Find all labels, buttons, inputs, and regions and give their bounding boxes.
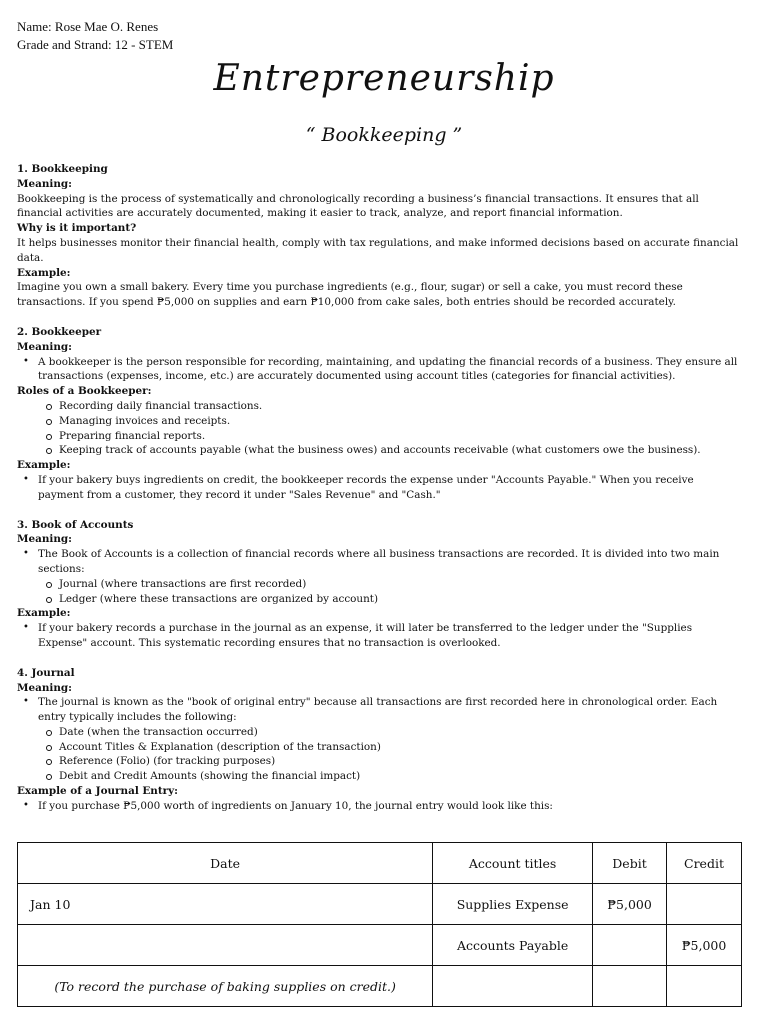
section-book-of-accounts bbox=[17, 518, 741, 651]
meaning-list bbox=[17, 547, 741, 606]
list-item: Debit and Credit Amounts (showing the financial impact) bbox=[38, 769, 741, 784]
meaning-text: Bookkeeping is the process of systematically and chronologically recording a business’s financial transactions. It ensures that all financial activities are accurately documented, making it easier to track, analyze, and report financial information. bbox=[17, 192, 699, 220]
example-list bbox=[17, 473, 741, 503]
list-item: Account Titles & Explanation (description of the transaction) bbox=[38, 740, 741, 755]
example-text: Imagine you own a small bakery. Every time you purchase ingredients (e.g., flour, sugar) or sell a cake, you must record these transactions. If you spend ₱5,000 on supplies and earn ₱10,000 from cake sales, both entries should be recorded accurately. bbox=[17, 281, 683, 309]
sublist bbox=[38, 577, 741, 607]
list-item: • If you purchase ₱5,000 worth of ingredients on January 10, the journal entry would look like this: bbox=[17, 799, 741, 814]
list-item bbox=[17, 547, 741, 606]
roles-label: Roles of a Bookkeeper: bbox=[17, 385, 152, 398]
list-item: • If your bakery buys ingredients on credit, the bookkeeper records the expense under "Accounts Payable." When you receive payment from a customer, they record it under "Sales Revenue" and "Cash." bbox=[17, 473, 741, 503]
meaning-label: Meaning: bbox=[17, 533, 73, 546]
list-item: Journal (where transactions are first recorded) bbox=[38, 577, 741, 592]
cell-account: Accounts Payable bbox=[433, 925, 593, 966]
cell-account: Supplies Expense bbox=[433, 884, 593, 925]
cell-debit bbox=[593, 925, 667, 966]
section-heading: 3. Book of Accounts bbox=[17, 518, 134, 531]
cell-empty bbox=[593, 966, 667, 1007]
section-heading: 4. Journal bbox=[17, 666, 75, 679]
sublist bbox=[38, 725, 741, 784]
table-row bbox=[18, 925, 742, 966]
document-subtitle: “ Bookkeeping ” bbox=[305, 124, 463, 146]
list-item: Reference (Folio) (for tracking purposes) bbox=[38, 754, 741, 769]
meaning-list bbox=[17, 695, 741, 784]
cell-explanation: (To record the purchase of baking supplies on credit.) bbox=[18, 966, 433, 1007]
example-label: Example: bbox=[17, 459, 71, 472]
meaning-label: Meaning: bbox=[17, 177, 73, 190]
list-item bbox=[17, 695, 741, 784]
header-date: Date bbox=[18, 843, 433, 884]
meaning-label: Meaning: bbox=[17, 340, 73, 353]
why-text: It helps businesses monitor their financial health, comply with tax regulations, and make informed decisions based on accurate financial data. bbox=[17, 236, 739, 264]
roles-list bbox=[38, 399, 741, 458]
example-label: Example of a Journal Entry: bbox=[17, 785, 178, 798]
cell-credit: ₱5,000 bbox=[667, 925, 742, 966]
meaning-text: The journal is known as the "book of original entry" because all transactions are first recorded here in chronological order. Each entry typically includes the following: bbox=[38, 696, 718, 724]
meaning-text: The Book of Accounts is a collection of financial records where all business transactions are recorded. It is divided into two main sections: bbox=[38, 548, 720, 575]
list-item: Recording daily financial transactions. bbox=[38, 399, 741, 414]
document-title: Entrepreneurship bbox=[213, 58, 555, 99]
section-heading: 1. Bookkeeping bbox=[17, 163, 108, 175]
list-item: Managing invoices and receipts. bbox=[38, 414, 741, 429]
journal-entry-table bbox=[17, 842, 742, 1007]
list-item: Ledger (where these transactions are organized by account) bbox=[38, 592, 741, 607]
header-account-titles: Account titles bbox=[433, 843, 593, 884]
list-item: • If your bakery records a purchase in the journal as an expense, it will later be transferred to the ledger under the "Supplies Expense" account. This systematic recording ensures that no transaction is overlooked. bbox=[17, 621, 741, 651]
header-credit: Credit bbox=[667, 843, 742, 884]
example-list bbox=[17, 621, 741, 651]
grade-strand: Grade and Strand: 12 - STEM bbox=[17, 37, 174, 52]
cell-debit: ₱5,000 bbox=[593, 884, 667, 925]
meaning-list bbox=[17, 355, 741, 385]
cell-empty bbox=[433, 966, 593, 1007]
section-bookkeeping bbox=[17, 162, 741, 310]
example-list bbox=[17, 799, 741, 814]
table-row bbox=[18, 884, 742, 925]
table-row bbox=[18, 966, 742, 1007]
list-item: Date (when the transaction occurred) bbox=[38, 725, 741, 740]
cell-credit bbox=[667, 884, 742, 925]
example-label: Example: bbox=[17, 607, 71, 620]
list-item: • A bookkeeper is the person responsible for recording, maintaining, and updating the financial records of a business. They ensure all transactions (expenses, income, etc.) are accurately documented using account titles (categories for financial activities). bbox=[17, 355, 741, 385]
student-info bbox=[17, 18, 173, 54]
header-debit: Debit bbox=[593, 843, 667, 884]
cell-date: Jan 10 bbox=[18, 884, 433, 925]
cell-empty bbox=[667, 966, 742, 1007]
section-bookkeeper bbox=[17, 325, 741, 503]
list-item: Preparing financial reports. bbox=[38, 429, 741, 444]
table-header-row bbox=[18, 843, 742, 884]
section-journal bbox=[17, 666, 741, 814]
example-label: Example: bbox=[17, 266, 71, 279]
document-body bbox=[17, 162, 741, 814]
list-item: Keeping track of accounts payable (what the business owes) and accounts receivable (what customers owe the business). bbox=[38, 443, 741, 458]
meaning-label: Meaning: bbox=[17, 681, 73, 694]
section-heading: 2. Bookkeeper bbox=[17, 325, 102, 338]
cell-date bbox=[18, 925, 433, 966]
student-name: Name: Rose Mae O. Renes bbox=[17, 19, 159, 34]
why-label: Why is it important? bbox=[17, 222, 137, 235]
